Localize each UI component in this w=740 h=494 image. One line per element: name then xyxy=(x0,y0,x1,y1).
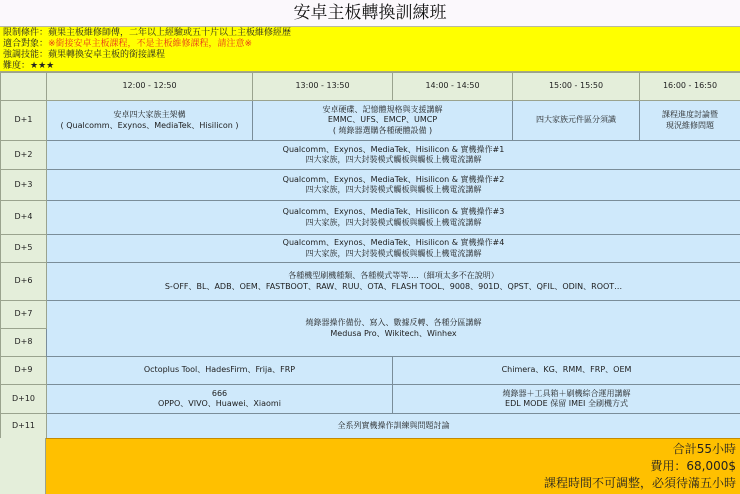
table-row xyxy=(1,414,740,439)
footer-spacer xyxy=(0,438,46,494)
day-label: D+8 xyxy=(1,329,47,357)
course-fee: 費用：68,000$ xyxy=(650,459,736,473)
table-row xyxy=(1,101,740,141)
session-cell: 各種機型刷機種類、各種模式等等….（細項太多不在說明） S-OFF、BL、ADB、OEM、FASTBOOT、RAW、RUU、OTA、FLASH TOOL、9008、901D、QPST、QFIL、ODIN、ROOT… xyxy=(47,263,740,301)
session-cell: Chimera、KG、RMM、FRP、OEM xyxy=(393,357,740,385)
schedule-note: 課程時間不可調整，必須待滿五小時 xyxy=(543,476,736,490)
time-slot: 14:00 - 14:50 xyxy=(393,73,513,101)
session-cell: 666 OPPO、VIVO、Huawei、Xiaomi xyxy=(47,385,393,414)
warning-text: ※銜接安卓主板課程，不是主板維修課程，請注意※ xyxy=(48,39,253,49)
info-target: 適合對象：※銜接安卓主板課程，不是主板維修課程，請注意※ xyxy=(3,39,253,49)
session-cell: Qualcomm、Exynos、MediaTek、Hisilicon & 實機操作#1 四大家族，四大封裝模式觸板與觸板上機電流講解 xyxy=(47,141,740,170)
table-row xyxy=(1,263,740,301)
schedule-table xyxy=(0,72,740,439)
star-rating: ★★★ xyxy=(30,61,55,71)
table-row xyxy=(1,141,740,170)
table-row xyxy=(1,201,740,235)
session-cell: 燒錄器＋工具箱＋刷機綜合運用講解 EDL MODE 保留 IMEI 全刷機方式 xyxy=(393,385,740,414)
table-row xyxy=(1,357,740,385)
day-label: D+10 xyxy=(1,385,47,414)
session-cell: 課程進度討論暨 現況維修問題 xyxy=(640,101,740,141)
info-difficulty: 難度：★★★ xyxy=(3,61,55,71)
table-row xyxy=(1,301,740,329)
day-label: D+5 xyxy=(1,235,47,263)
time-slot: 12:00 - 12:50 xyxy=(47,73,253,101)
day-label: D+6 xyxy=(1,263,47,301)
day-label: D+4 xyxy=(1,201,47,235)
session-cell: Qualcomm、Exynos、MediaTek、Hisilicon & 實機操作#3 四大家族，四大封裝模式觸板與觸板上機電流講解 xyxy=(47,201,740,235)
session-cell: Octoplus Tool、HadesFirm、Frija、FRP xyxy=(47,357,393,385)
info-skills: 強調技能：蘋果轉換安卓主板的銜接課程 xyxy=(3,50,166,60)
day-label: D+1 xyxy=(1,101,47,141)
session-cell: 安卓四大家族主架構 ( Qualcomm、Exynos、MediaTek、Hisilicon ) xyxy=(47,101,253,141)
session-cell: Qualcomm、Exynos、MediaTek、Hisilicon & 實機操作#4 四大家族，四大封裝模式觸板與觸板上機電流講解 xyxy=(47,235,740,263)
table-row xyxy=(1,170,740,201)
day-label: D+2 xyxy=(1,141,47,170)
summary-box xyxy=(46,438,740,494)
time-header-row xyxy=(1,73,740,101)
course-info xyxy=(0,27,740,72)
time-slot: 16:00 - 16:50 xyxy=(640,73,740,101)
corner-cell xyxy=(1,73,47,101)
info-requirements: 限制條件：蘋果主板維修師傅，二年以上經驗或五十片以上主板維修經歷 xyxy=(3,28,292,38)
session-cell: 安卓硬碟、記憶體規格與支援講解 EMMC、UFS、EMCP、UMCP ( 燒錄器選購各種硬體設備 ) xyxy=(253,101,513,141)
time-slot: 13:00 - 13:50 xyxy=(253,73,393,101)
table-row xyxy=(1,235,740,263)
table-row xyxy=(1,385,740,414)
session-cell: 全系列實機操作訓練與問題討論 xyxy=(47,414,740,439)
session-cell: 四大家族元件區分須識 xyxy=(513,101,640,141)
day-label: D+9 xyxy=(1,357,47,385)
page-title: 安卓主板轉換訓練班 xyxy=(0,0,740,27)
day-label: D+3 xyxy=(1,170,47,201)
session-cell: Qualcomm、Exynos、MediaTek、Hisilicon & 實機操作#2 四大家族，四大封裝模式觸板與觸板上機電流講解 xyxy=(47,170,740,201)
day-label: D+7 xyxy=(1,301,47,329)
total-hours: 合計55小時 xyxy=(672,442,736,456)
session-cell: 燒錄器操作備份、寫入、數據反轉、各種分區講解 Medusa Pro、Wikitech、Winhex xyxy=(47,301,740,357)
day-label: D+11 xyxy=(1,414,47,439)
time-slot: 15:00 - 15:50 xyxy=(513,73,640,101)
summary-footer xyxy=(0,438,740,494)
